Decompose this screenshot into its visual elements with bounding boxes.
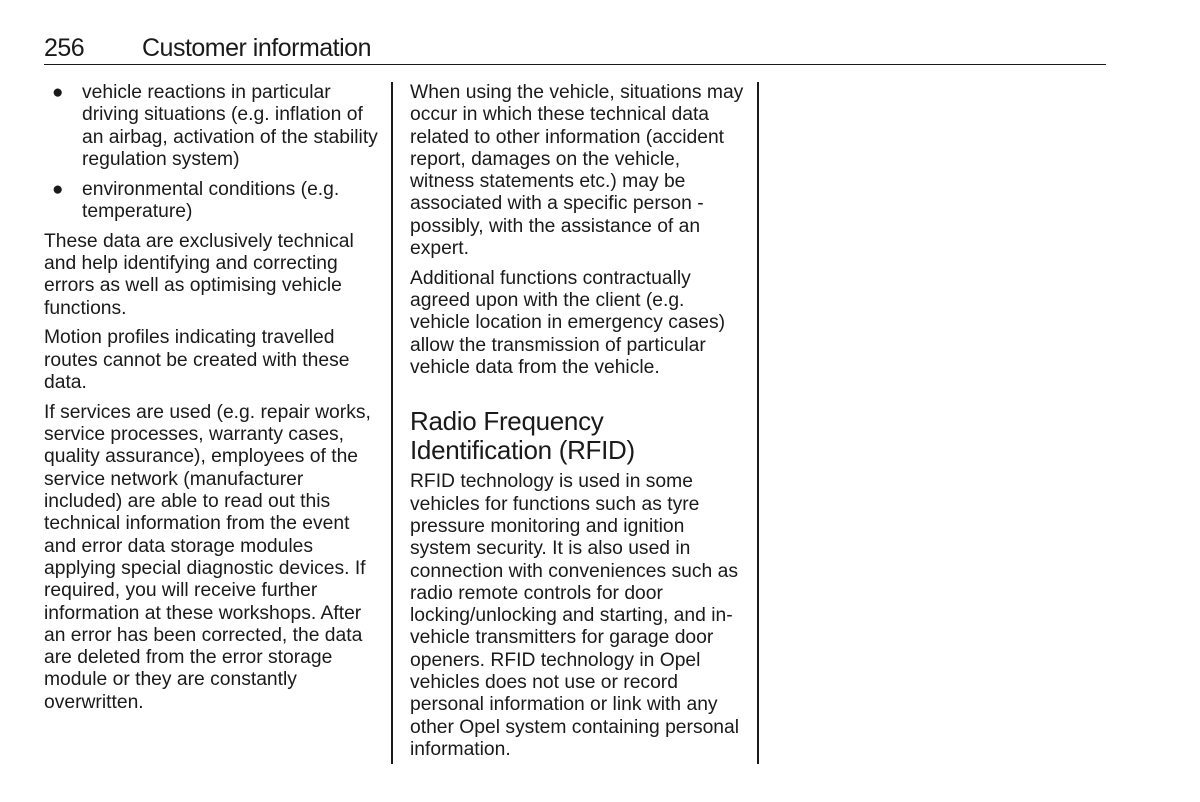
page-number: 256 bbox=[44, 34, 85, 62]
bullet-icon: ● bbox=[52, 82, 64, 103]
paragraph: If services are used (e.g. repair works, service processes, warranty cases, quality assurance), employees of the service network (manufacturer included) are able to read out this technical information from the event and error data storage modules applying special diagnostic devices. If required, you will receive further information at these workshops. After an error has been corrected, the data are deleted from the error storage module or they are constantly overwritten. bbox=[44, 401, 371, 713]
list-item bbox=[44, 82, 380, 171]
left-column bbox=[44, 82, 380, 722]
bullet-text: environmental conditions (e.g. temperature) bbox=[82, 178, 340, 222]
paragraph: These data are exclusively technical and help identifying and correcting errors as well as optimising vehicle functions. bbox=[44, 230, 354, 319]
right-column bbox=[410, 82, 746, 769]
bullet-icon: ● bbox=[52, 178, 64, 200]
paragraph: RFID technology is used in some vehicles for functions such as tyre pressure monitoring and ignition system security. It is also used in connection with conveniences such as radio remote controls for door locking/unlocking and starting, and in-vehicle transmitters for garage door openers. RFID technology in Opel vehicles does not use or record personal information or link with any other Opel system containing personal information. bbox=[410, 471, 740, 760]
paragraph: Motion profiles indicating travelled routes cannot be created with these data. bbox=[44, 327, 350, 394]
page-header bbox=[44, 32, 1106, 65]
section-title: Customer information bbox=[142, 34, 371, 62]
bullet-text: vehicle reactions in particular driving situations (e.g. inflation of an airbag, activation of the stability regulation system) bbox=[82, 82, 378, 170]
list-item bbox=[44, 179, 380, 224]
paragraph: Additional functions contractually agreed upon with the client (e.g. vehicle location in emergency cases) allow the transmission of particular vehicle data from the vehicle. bbox=[410, 267, 726, 379]
rfid-heading: Radio Frequency Identification (RFID) bbox=[410, 406, 635, 466]
bullet-list bbox=[44, 82, 380, 223]
paragraph: When using the vehicle, situations may occur in which these technical data related to other information (accident report, damages on the vehicle, witness statements etc.) may be associated with a specific person - possibly, with the assistance of an expert. bbox=[410, 82, 744, 260]
column-divider bbox=[391, 82, 393, 764]
column-divider bbox=[757, 82, 759, 764]
